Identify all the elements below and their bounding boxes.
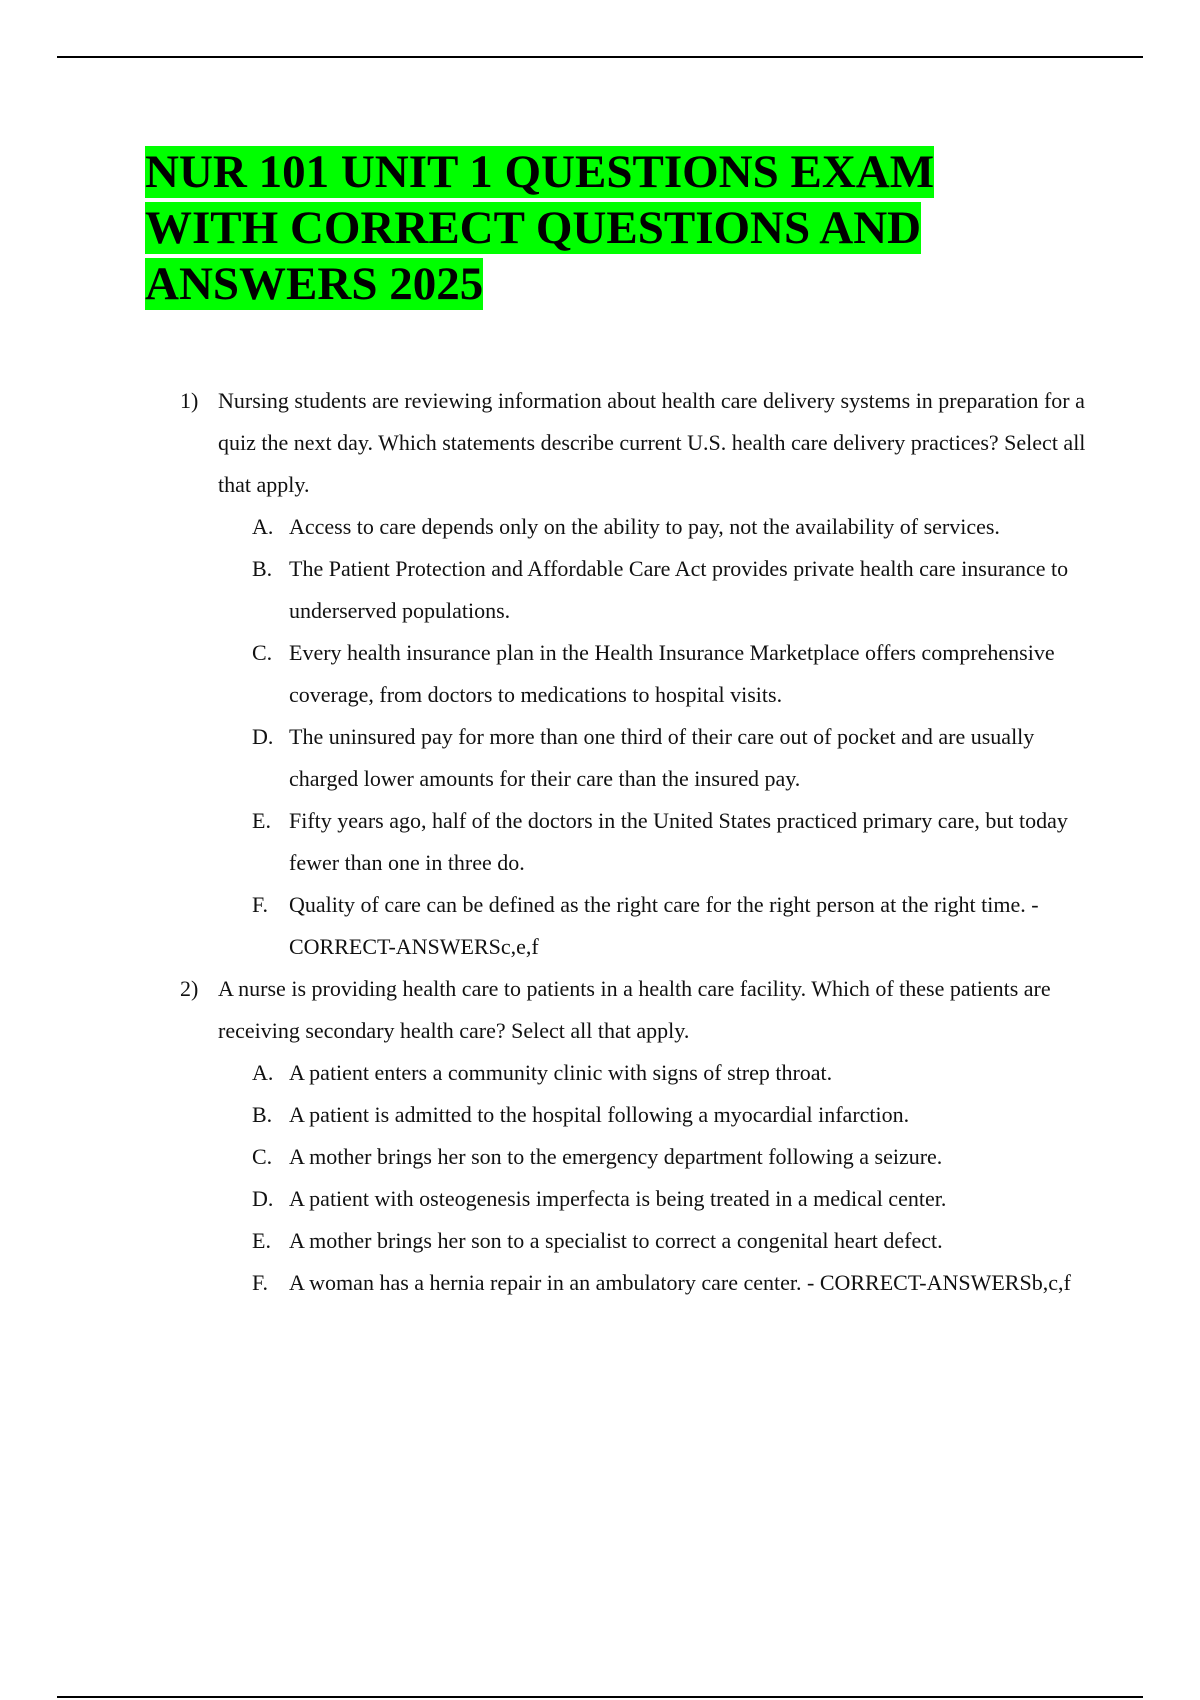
option-letter: A. [252, 1060, 274, 1085]
option-letter: E. [252, 1228, 271, 1253]
option-b [252, 1094, 1100, 1136]
question-list [180, 380, 1100, 1304]
question-body [218, 380, 1100, 968]
option-a [252, 1052, 1100, 1094]
option-letter: B. [252, 1102, 273, 1127]
option-f [252, 1262, 1100, 1304]
question-text: A nurse is providing health care to patients in a health care facility. Which of these patients are receiving secondary health care? Select all that apply. [218, 976, 1051, 1043]
question-1 [180, 380, 1100, 968]
option-text: The Patient Protection and Affordable Care Act provides private health care insurance to underserved populations. [289, 556, 1069, 623]
option-e [252, 1220, 1100, 1262]
option-letter: E. [252, 808, 271, 833]
option-text: A patient enters a community clinic with signs of strep throat. [289, 1060, 833, 1085]
option-text: A woman has a hernia repair in an ambulatory care center. - CORRECT-ANSWERSb,c,f [289, 1270, 1071, 1295]
option-text: A mother brings her son to a specialist to correct a congenital heart defect. [289, 1228, 943, 1253]
option-letter: F. [252, 1270, 268, 1295]
option-text: A mother brings her son to the emergency department following a seizure. [289, 1144, 943, 1169]
option-text: Quality of care can be defined as the right care for the right person at the right time. - CORRECT-ANSWERSc,e,f [289, 892, 1039, 959]
bottom-rule [57, 1696, 1143, 1698]
option-text: A patient with osteogenesis imperfecta is being treated in a medical center. [289, 1186, 947, 1211]
question-2 [180, 968, 1100, 1304]
question-body [218, 968, 1100, 1304]
option-text: Access to care depends only on the ability to pay, not the availability of services. [289, 514, 1000, 539]
option-list [252, 1052, 1100, 1304]
option-text: A patient is admitted to the hospital following a myocardial infarction. [289, 1102, 910, 1127]
option-a [252, 506, 1100, 548]
option-d [252, 1178, 1100, 1220]
option-letter: C. [252, 1144, 273, 1169]
top-rule [57, 56, 1143, 58]
option-list [252, 506, 1100, 968]
question-text: Nursing students are reviewing information about health care delivery systems in preparation for a quiz the next day. Which statements describe current U.S. health care delivery practices? Select all that apply. [218, 388, 1086, 497]
option-text: Every health insurance plan in the Health Insurance Marketplace offers comprehensive coverage, from doctors to medications to hospital visits. [289, 640, 1055, 707]
title-line-2: WITH CORRECT QUESTIONS AND [145, 202, 922, 254]
option-text: Fifty years ago, half of the doctors in the United States practiced primary care, but today fewer than one in three do. [289, 808, 1068, 875]
title-line-3: ANSWERS 2025 [145, 258, 484, 310]
option-text: The uninsured pay for more than one third of their care out of pocket and are usually charged lower amounts for their care than the insured pay. [289, 724, 1035, 791]
option-letter: F. [252, 892, 268, 917]
option-letter: C. [252, 640, 273, 665]
option-letter: D. [252, 724, 274, 749]
document-title [145, 144, 1145, 312]
option-letter: B. [252, 556, 273, 581]
option-f [252, 884, 1100, 968]
option-letter: D. [252, 1186, 274, 1211]
title-highlight [145, 146, 934, 310]
question-number: 1) [180, 388, 199, 413]
title-line-1: NUR 101 UNIT 1 QUESTIONS EXAM [145, 146, 935, 198]
option-c [252, 1136, 1100, 1178]
option-d [252, 716, 1100, 800]
option-letter: A. [252, 514, 274, 539]
question-number: 2) [180, 976, 199, 1001]
option-c [252, 632, 1100, 716]
option-e [252, 800, 1100, 884]
option-b [252, 548, 1100, 632]
